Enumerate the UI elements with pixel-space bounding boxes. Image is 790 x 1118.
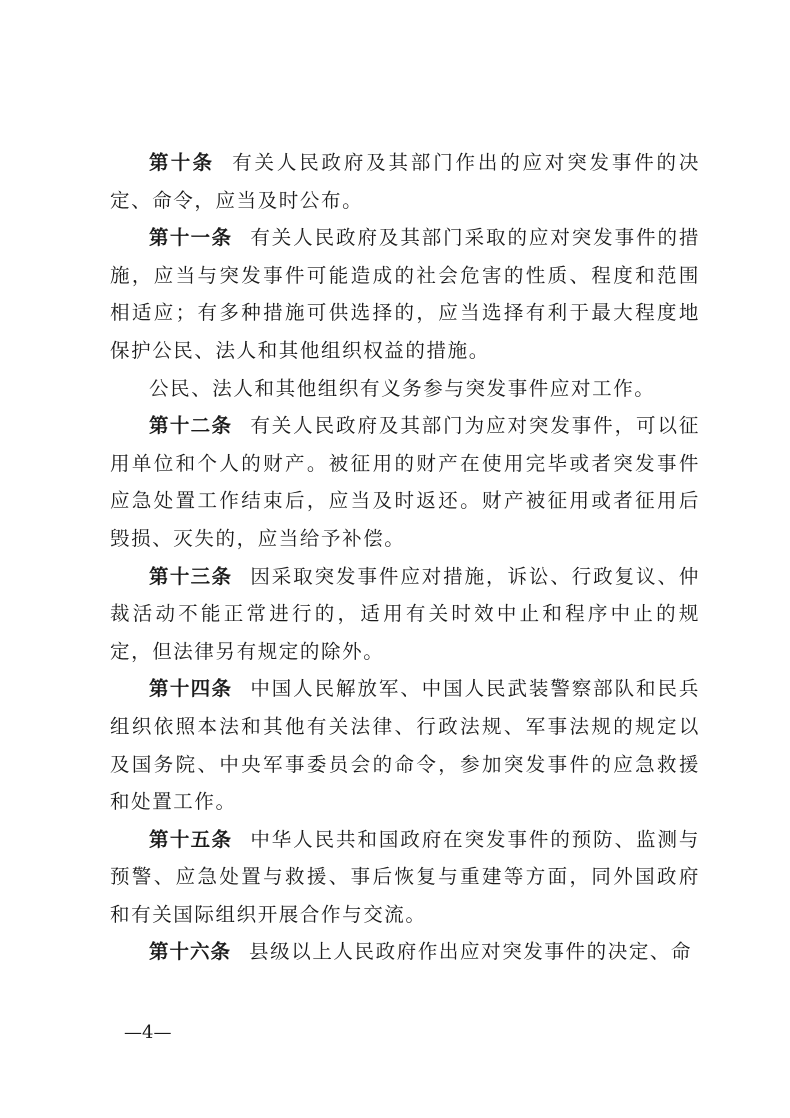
article-text: 公民、法人和其他组织有义务参与突发事件应对工作。 xyxy=(149,376,656,400)
page-number: —4— xyxy=(124,1022,172,1043)
article-text: 中国人民解放军、中国人民武装警察部队和民兵组织依照本法和其他有关法律、行政法规、军事法规的规定以及国务院、中央军事委员会的命令，参加突发事件的应急救援和处置工作。 xyxy=(110,677,700,814)
article-16 xyxy=(110,933,700,971)
article-text: 中华人民共和国政府在突发事件的预防、监测与预警、应急处置与救援、事后恢复与重建等方面，同外国政府和有关国际组织开展合作与交流。 xyxy=(110,827,700,926)
article-number: 第十四条 xyxy=(149,677,233,701)
article-number: 第十三条 xyxy=(149,564,233,588)
article-14 xyxy=(110,670,700,820)
document-body xyxy=(110,144,700,971)
article-number: 第十五条 xyxy=(149,827,233,851)
article-11 xyxy=(110,219,700,369)
article-10 xyxy=(110,144,700,219)
article-text: 有关人民政府及其部门作出的应对突发事件的决定、命令，应当及时公布。 xyxy=(110,151,700,212)
article-13 xyxy=(110,558,700,671)
article-text: 有关人民政府及其部门为应对突发事件，可以征用单位和个人的财产。被征用的财产在使用完毕或者突发事件应急处置工作结束后，应当及时返还。财产被征用或者征用后毁损、灭失的，应当给予补偿。 xyxy=(110,414,700,550)
article-number: 第十一条 xyxy=(149,226,233,250)
article-text: 县级以上人民政府作出应对突发事件的决定、命 xyxy=(249,940,693,964)
article-12 xyxy=(110,407,700,557)
article-number: 第十二条 xyxy=(149,414,233,438)
article-text: 有关人民政府及其部门采取的应对突发事件的措施，应当与突发事件可能造成的社会危害的性质、程度和范围相适应；有多种措施可供选择的，应当选择有利于最大程度地保护公民、法人和其他组织权益的措施。 xyxy=(110,226,700,362)
article-11-paragraph-2 xyxy=(110,370,700,408)
article-text: 因采取突发事件应对措施，诉讼、行政复议、仲裁活动不能正常进行的，适用有关时效中止和程序中止的规定，但法律另有规定的除外。 xyxy=(110,564,700,663)
article-number: 第十条 xyxy=(149,151,215,174)
article-number: 第十六条 xyxy=(149,940,232,964)
article-15 xyxy=(110,821,700,934)
